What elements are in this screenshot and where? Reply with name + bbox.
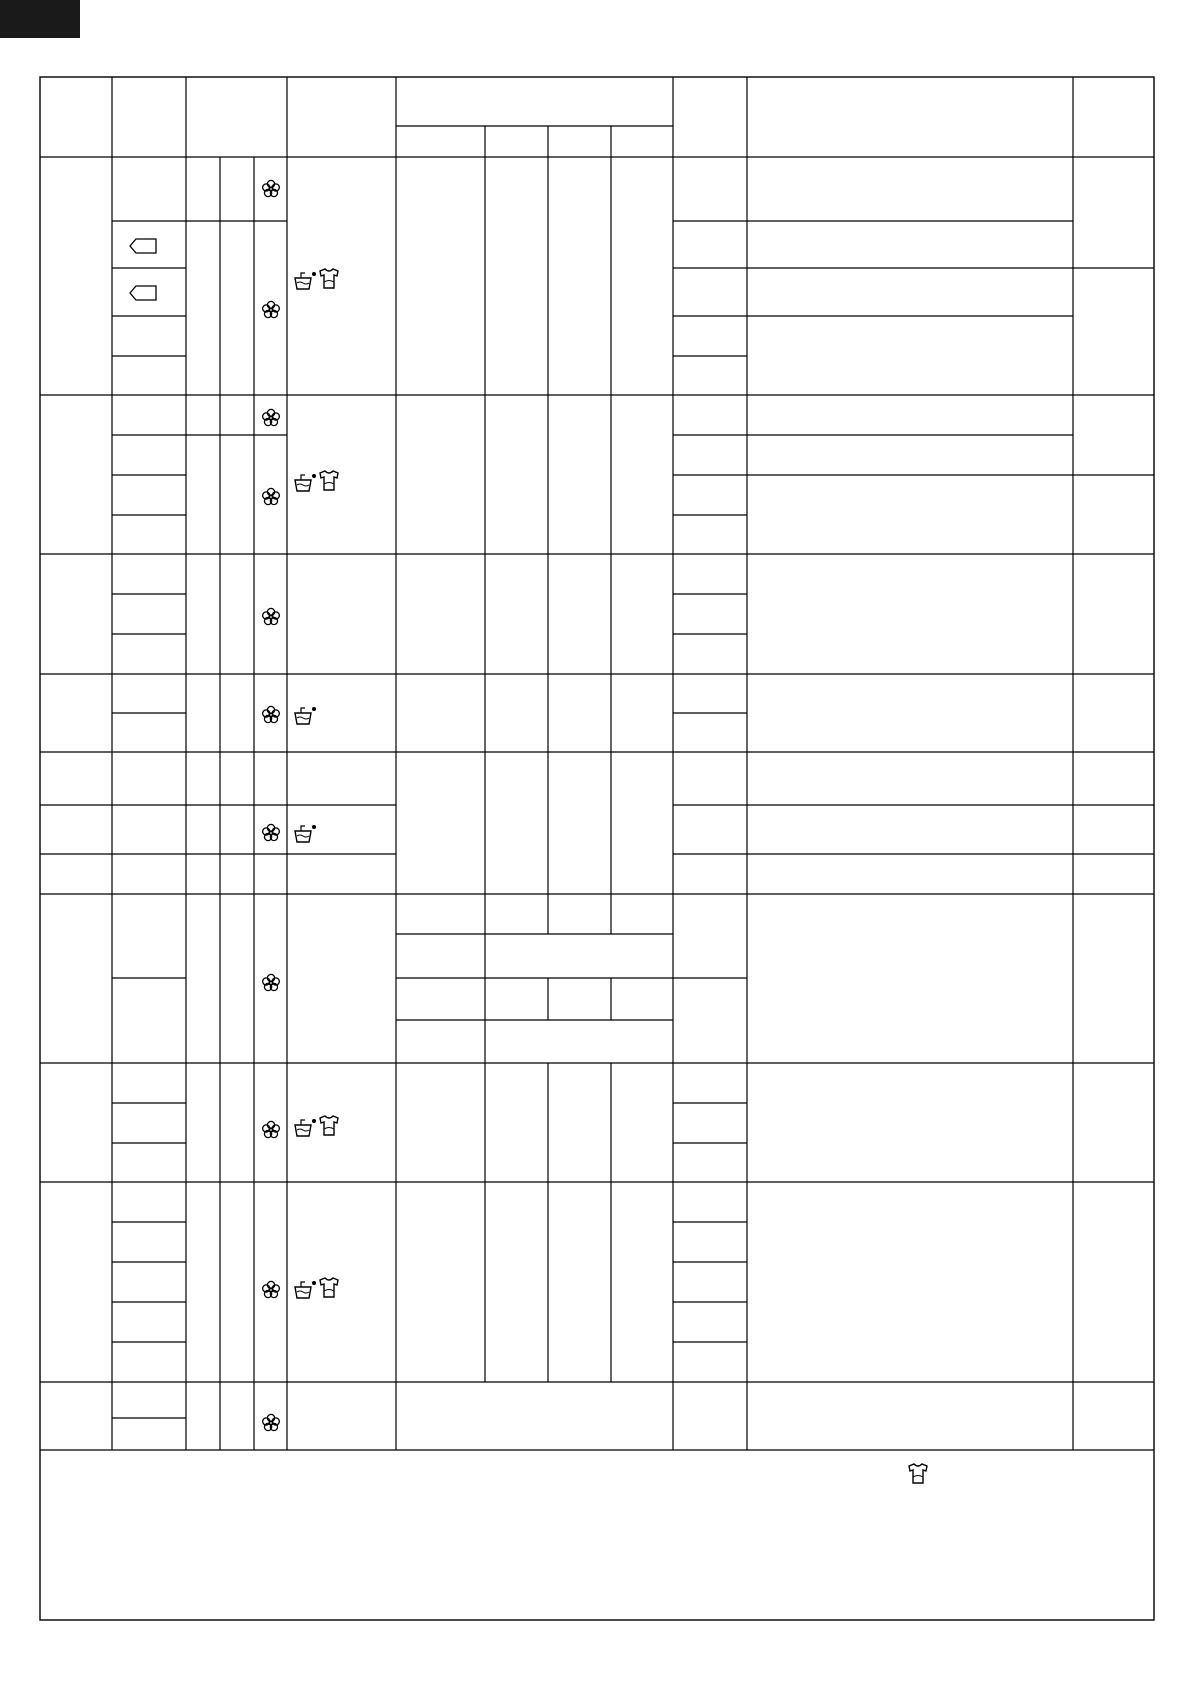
fan-flower-icon	[263, 824, 280, 840]
fan-flower-icon	[263, 608, 280, 624]
wash-basin-icon	[295, 474, 316, 491]
tag-icon	[130, 239, 156, 253]
fan-flower-icon	[263, 706, 280, 722]
shirt-icon	[909, 1464, 927, 1483]
fan-flower-icon	[263, 180, 280, 196]
shirt-icon	[320, 1278, 338, 1297]
wash-basin-icon	[295, 825, 316, 842]
fan-flower-icon	[263, 301, 280, 317]
fan-flower-icon	[263, 1121, 280, 1137]
fan-flower-icon	[263, 409, 280, 425]
wash-basin-icon	[295, 707, 316, 724]
shirt-icon	[320, 471, 338, 490]
wash-basin-icon	[295, 1281, 316, 1298]
shirt-icon	[320, 269, 338, 288]
fan-flower-icon	[263, 1414, 280, 1430]
wash-basin-icon	[295, 1119, 316, 1136]
fan-flower-icon	[263, 1281, 280, 1297]
shirt-icon	[320, 1116, 338, 1135]
fan-flower-icon	[263, 488, 280, 504]
fan-flower-icon	[263, 974, 280, 990]
tag-icon	[130, 286, 156, 300]
wash-basin-icon	[295, 272, 316, 289]
